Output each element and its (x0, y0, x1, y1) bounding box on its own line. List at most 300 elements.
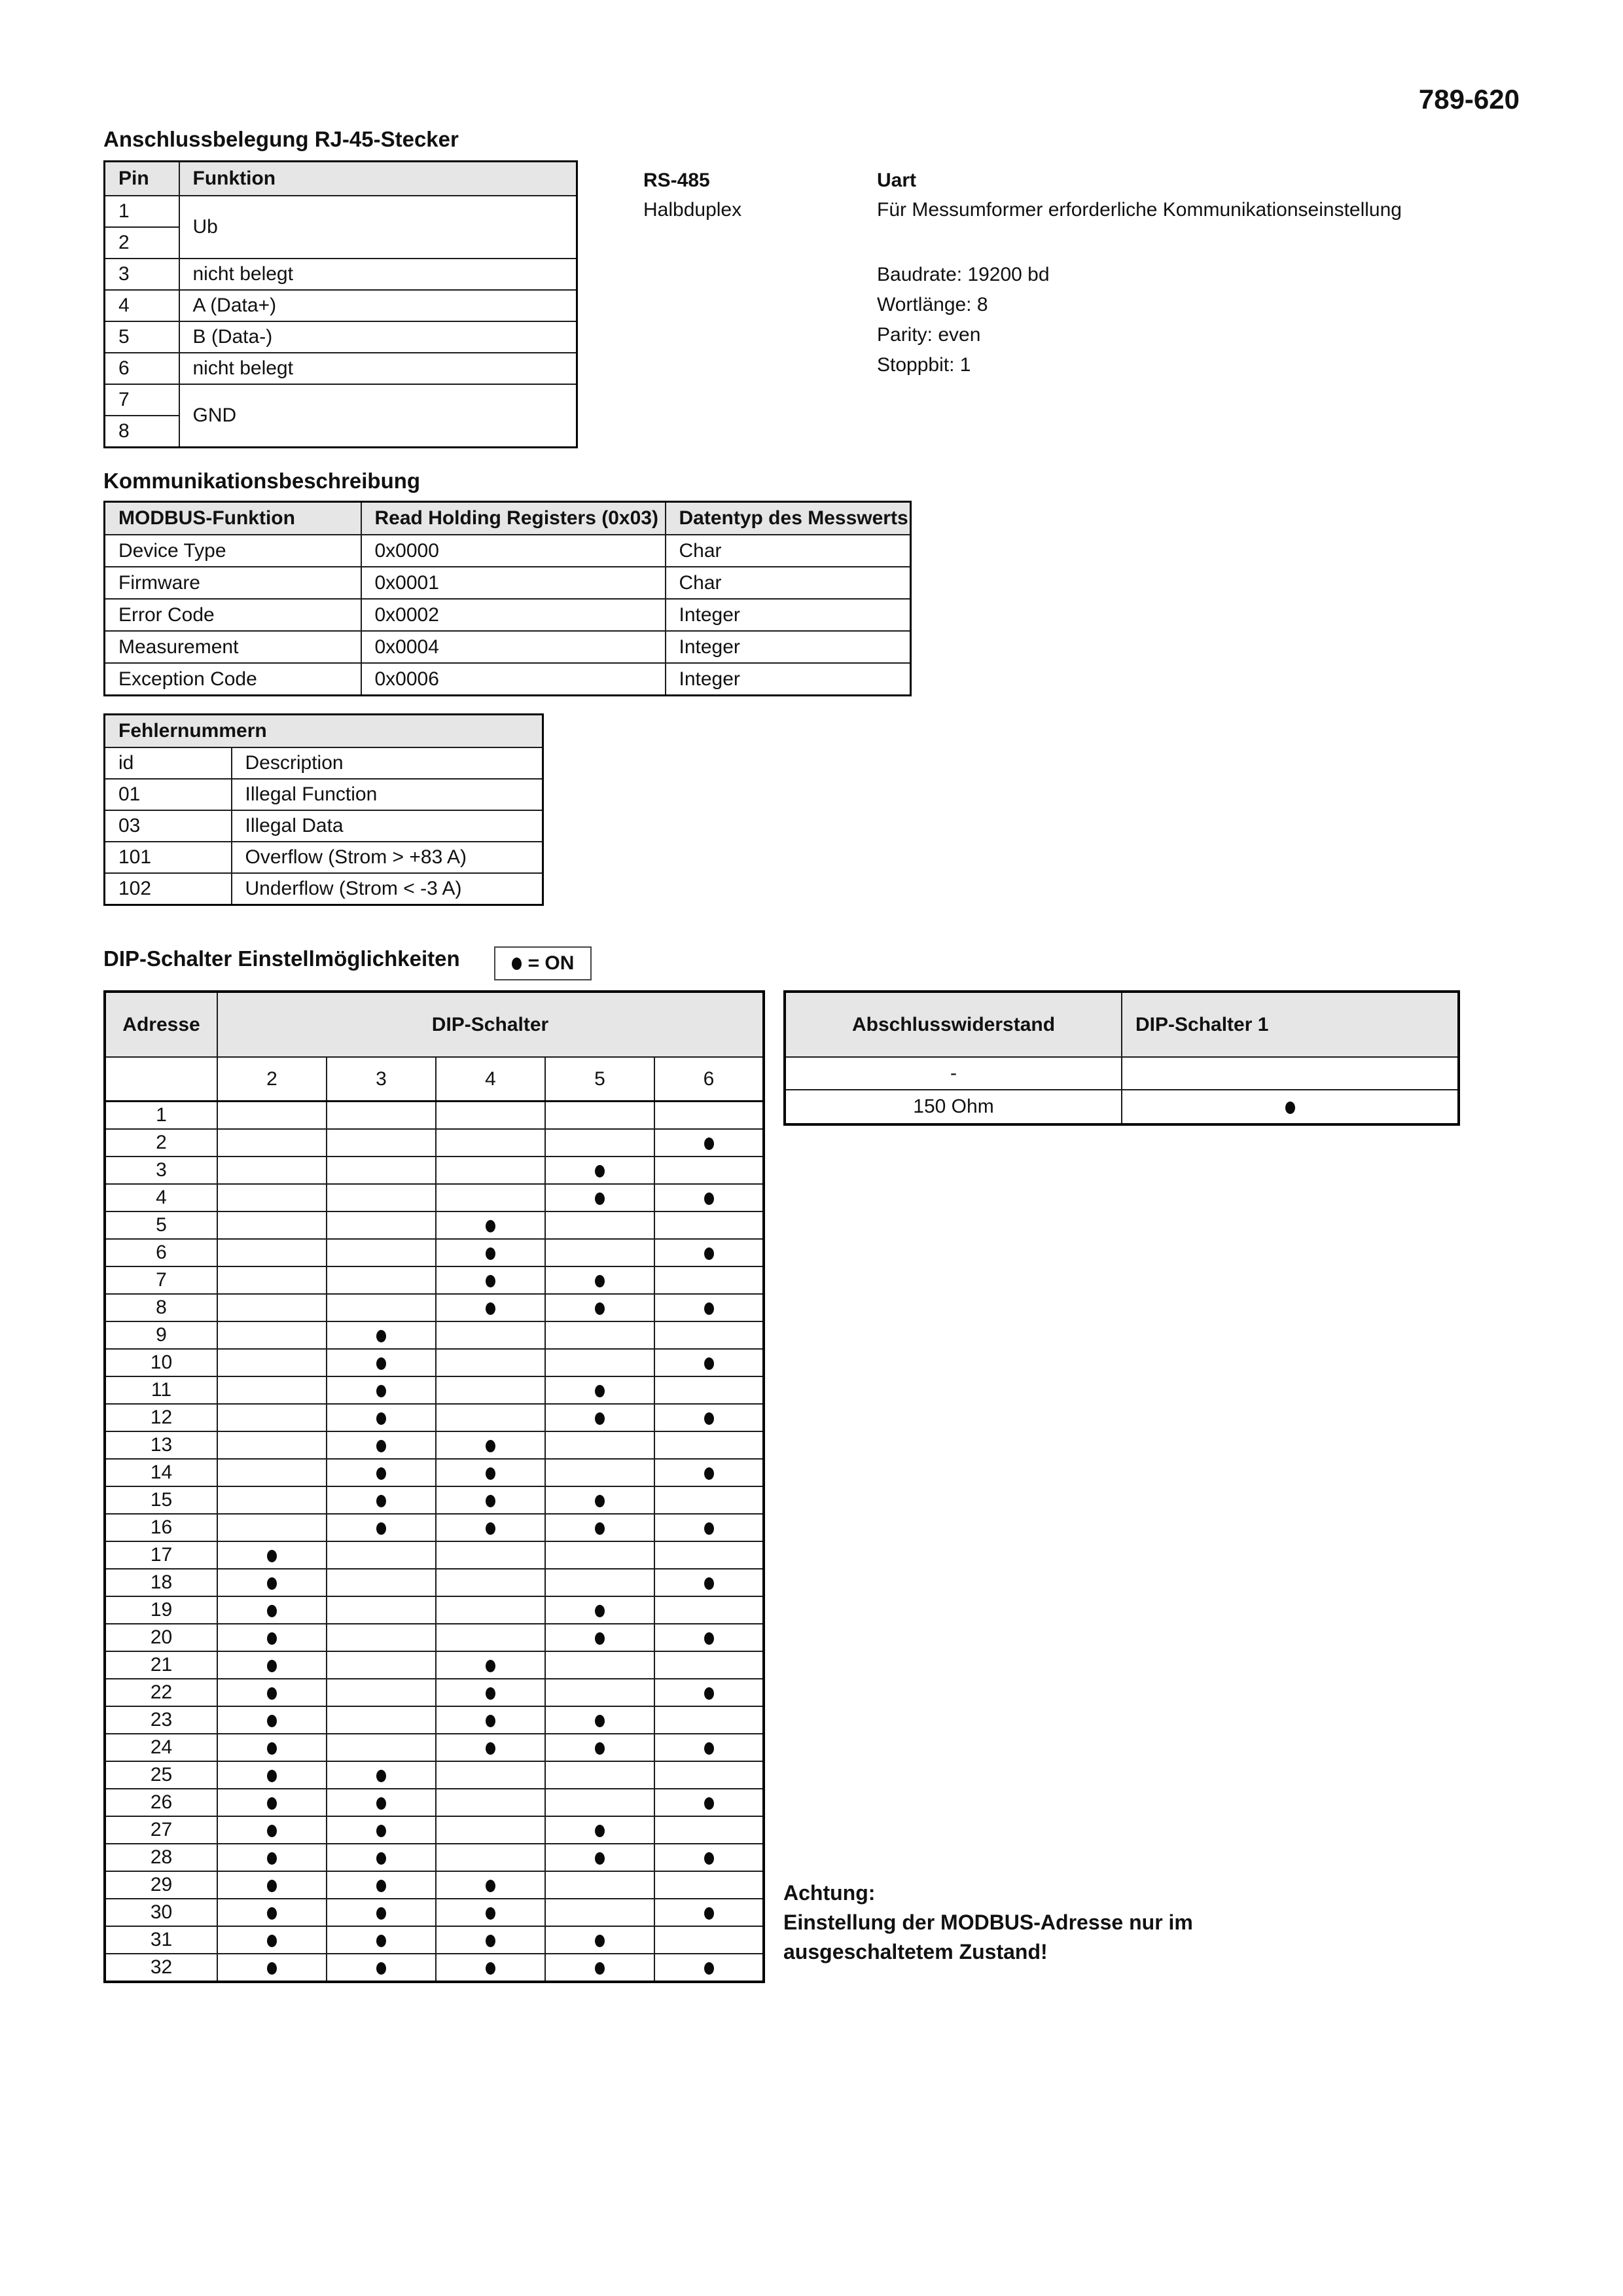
dip-on-dot-icon (267, 1550, 277, 1562)
switch-state-cell (654, 1734, 764, 1761)
switch-state-cell (545, 1211, 654, 1239)
switch-state-cell (217, 1926, 327, 1954)
adresse-cell: 27 (105, 1816, 217, 1844)
dip-on-dot-icon (595, 1495, 605, 1507)
dip-on-dot-icon (595, 1193, 605, 1205)
adresse-cell: 18 (105, 1569, 217, 1596)
switch-state-cell (217, 1734, 327, 1761)
switch-state-cell (545, 1486, 654, 1514)
dip-on-legend (494, 946, 592, 980)
switch-state-cell (545, 1459, 654, 1486)
dip-on-dot-icon (595, 1165, 605, 1177)
switch-state-cell (654, 1651, 764, 1679)
switch-state-cell (654, 1541, 764, 1569)
switch-state-cell (217, 1157, 327, 1184)
switch-state-cell (327, 1211, 436, 1239)
switch-state-cell (436, 1239, 545, 1266)
dip-on-dot-icon (267, 1660, 277, 1672)
rj45-header-row (105, 162, 577, 196)
switch-state-cell (654, 1349, 764, 1376)
dip-on-dot-icon (595, 1275, 605, 1287)
komm-data-row (105, 535, 911, 567)
rj45-pin-row (105, 196, 577, 227)
attention-line: Einstellung der MODBUS-Adresse nur im (783, 1910, 1193, 1934)
switch-state-cell (327, 1871, 436, 1899)
switch-state-cell (545, 1899, 654, 1926)
error-numbers-table (103, 713, 544, 906)
switch-state-cell (327, 1459, 436, 1486)
switch-state-cell (545, 1569, 654, 1596)
switch-state-cell (327, 1651, 436, 1679)
rs485-block (643, 169, 741, 222)
switch-number-cell: 2 (217, 1057, 327, 1102)
switch-state-cell (327, 1926, 436, 1954)
switch-state-cell (217, 1871, 327, 1899)
adresse-cell: 7 (105, 1266, 217, 1294)
dip-on-dot-icon (595, 1935, 605, 1947)
uart-setting-line: Parity: even (877, 324, 981, 346)
switch-state-cell (436, 1266, 545, 1294)
dip-address-row (105, 1239, 764, 1266)
dip-on-dot-icon (486, 1880, 495, 1892)
attention-line: Achtung: (783, 1881, 876, 1905)
switch-state-cell (654, 1239, 764, 1266)
komm-data-cell: 0x0004 (361, 631, 666, 663)
switch-state-cell (654, 1761, 764, 1789)
fehler-data-cell: Illegal Function (232, 779, 543, 810)
fehler-data-row (105, 842, 543, 873)
dip-on-dot-icon (486, 1935, 495, 1947)
dip-on-dot-icon (376, 1880, 386, 1892)
dip-on-dot-icon (704, 1247, 714, 1260)
switch-state-cell (327, 1569, 436, 1596)
switch-state-cell (217, 1679, 327, 1706)
switch-state-cell (327, 1954, 436, 1982)
switch-state-cell (327, 1734, 436, 1761)
dip-on-dot-icon (376, 1797, 386, 1810)
dip-address-row (105, 1569, 764, 1596)
switch-state-cell (654, 1157, 764, 1184)
switch-state-cell (327, 1899, 436, 1926)
switch-state-cell (436, 1569, 545, 1596)
dip-address-row (105, 1211, 764, 1239)
dip-on-dot-icon (267, 1742, 277, 1755)
dip-on-dot-icon (267, 1577, 277, 1590)
komm-data-row (105, 663, 911, 696)
switch-state-cell (436, 1376, 545, 1404)
komm-data-cell: 0x0000 (361, 535, 666, 567)
dip-on-dot-icon (595, 1825, 605, 1837)
dip-address-row (105, 1624, 764, 1651)
dip-on-dot-icon (486, 1742, 495, 1755)
dip-address-row (105, 1651, 764, 1679)
switch-state-cell (436, 1321, 545, 1349)
dip-on-dot-icon (704, 1522, 714, 1535)
switch-state-cell (654, 1211, 764, 1239)
switch-state-cell (436, 1926, 545, 1954)
dip-address-row (105, 1954, 764, 1982)
rj45-pin-row (105, 321, 577, 353)
page-number: 789-620 (1418, 84, 1520, 115)
switch-state-cell (654, 1404, 764, 1431)
dip-address-row (105, 1541, 764, 1569)
fehler-title-cell: Fehlernummern (105, 715, 543, 748)
dip-address-row (105, 1871, 764, 1899)
switch-state-cell (327, 1541, 436, 1569)
dip-on-dot-icon (704, 1577, 714, 1590)
komm-data-cell: 0x0002 (361, 599, 666, 631)
uart-setting-line: Wortlänge: 8 (877, 294, 988, 315)
switch-state-cell (436, 1734, 545, 1761)
switch-state-cell (654, 1816, 764, 1844)
adresse-cell: 14 (105, 1459, 217, 1486)
switch-state-cell (654, 1459, 764, 1486)
uart-settings (877, 263, 1402, 384)
switch-state-cell (545, 1157, 654, 1184)
dip-on-dot-icon (704, 1357, 714, 1370)
dip-on-dot-icon (595, 1962, 605, 1975)
switch-state-cell (545, 1734, 654, 1761)
adresse-cell: 25 (105, 1761, 217, 1789)
dip-on-dot-icon (704, 1193, 714, 1205)
switch-number-cell: 5 (545, 1057, 654, 1102)
dip-on-dot-icon (267, 1935, 277, 1947)
switch-state-cell (654, 1102, 764, 1130)
adresse-cell: 2 (105, 1129, 217, 1157)
komm-header-cell: Datentyp des Messwerts (666, 502, 911, 535)
switch-state-cell (217, 1541, 327, 1569)
switch-state-cell (545, 1954, 654, 1982)
switch-state-cell (436, 1596, 545, 1624)
dip-on-dot-icon (267, 1852, 277, 1865)
fehler-data-cell: Overflow (Strom > +83 A) (232, 842, 543, 873)
switch-state-cell (436, 1954, 545, 1982)
switch-state-cell (217, 1651, 327, 1679)
dip-on-dot-icon (376, 1907, 386, 1920)
komm-data-cell: 0x0001 (361, 567, 666, 599)
adresse-cell: 24 (105, 1734, 217, 1761)
switch-number-cell: 3 (327, 1057, 436, 1102)
adresse-cell: 21 (105, 1651, 217, 1679)
switch-state-cell (217, 1129, 327, 1157)
dip-on-dot-icon (486, 1687, 495, 1700)
adresse-cell: 16 (105, 1514, 217, 1541)
switch-state-cell (545, 1926, 654, 1954)
adresse-cell: 5 (105, 1211, 217, 1239)
switch-state-cell (217, 1816, 327, 1844)
komm-data-cell: Device Type (105, 535, 361, 567)
dip-address-row (105, 1679, 764, 1706)
switch-state-cell (327, 1706, 436, 1734)
funktion-cell: B (Data-) (179, 321, 577, 353)
adresse-cell: 28 (105, 1844, 217, 1871)
switch-state-cell (436, 1514, 545, 1541)
fehler-header-row (105, 747, 543, 779)
switch-state-cell (545, 1541, 654, 1569)
switch-state-cell (217, 1349, 327, 1376)
uart-title: Uart (877, 170, 917, 191)
komm-data-cell: Char (666, 567, 911, 599)
switch-state-cell (654, 1294, 764, 1321)
adresse-cell: 17 (105, 1541, 217, 1569)
komm-data-cell: 0x0006 (361, 663, 666, 696)
switch-state-cell (545, 1844, 654, 1871)
adresse-cell: 10 (105, 1349, 217, 1376)
switch-state-cell (545, 1431, 654, 1459)
komm-data-cell: Error Code (105, 599, 361, 631)
switch-state-cell (327, 1129, 436, 1157)
resistor-value-cell: 150 Ohm (785, 1090, 1122, 1124)
uart-setting-line: Baudrate: 19200 bd (877, 264, 1050, 285)
komm-header-row (105, 502, 911, 535)
switch-state-cell (217, 1624, 327, 1651)
dip-address-table (103, 990, 765, 1983)
komm-data-cell: Char (666, 535, 911, 567)
komm-data-row (105, 567, 911, 599)
switch-state-cell (654, 1899, 764, 1926)
uart-block (877, 169, 1402, 384)
dip-on-dot-icon (376, 1330, 386, 1342)
switch-state-cell (654, 1376, 764, 1404)
dip-on-dot-icon (595, 1715, 605, 1727)
switch-state-cell (436, 1761, 545, 1789)
dip-on-dot-icon (376, 1412, 386, 1425)
rj45-pin-row (105, 353, 577, 384)
dip-on-dot-icon (486, 1440, 495, 1452)
switch-state-cell (436, 1651, 545, 1679)
switch-state-cell (545, 1404, 654, 1431)
switch-state-cell (327, 1816, 436, 1844)
dip-on-dot-icon (486, 1715, 495, 1727)
switch-state-cell (545, 1514, 654, 1541)
dip-on-dot-icon (704, 1138, 714, 1150)
dip-address-row (105, 1404, 764, 1431)
switch-state-cell (654, 1569, 764, 1596)
dip-on-dot-icon (267, 1687, 277, 1700)
switch-state-cell (327, 1321, 436, 1349)
dip-on-dot-icon (267, 1880, 277, 1892)
switch-state-cell (654, 1184, 764, 1211)
funktion-cell: nicht belegt (179, 259, 577, 290)
dip-on-dot-icon (704, 1962, 714, 1975)
termination-data-row (785, 1057, 1459, 1090)
dip-subheader-row (105, 1057, 764, 1102)
funktion-cell: A (Data+) (179, 290, 577, 321)
switch-state-cell (1122, 1090, 1459, 1124)
dip-on-dot-icon (595, 1522, 605, 1535)
dip-address-row (105, 1266, 764, 1294)
switch-state-cell (436, 1184, 545, 1211)
switch-state-cell (436, 1624, 545, 1651)
dip-address-row (105, 1459, 764, 1486)
dip-on-dot-icon (704, 1632, 714, 1645)
dip-on-dot-icon (595, 1302, 605, 1315)
dip-on-dot-icon (376, 1467, 386, 1480)
dip-address-row (105, 1129, 764, 1157)
dip-on-dot-icon (595, 1412, 605, 1425)
dip-address-row (105, 1294, 764, 1321)
switch-state-cell (217, 1789, 327, 1816)
switch-state-cell (327, 1266, 436, 1294)
dip-on-dot-icon (595, 1632, 605, 1645)
switch-state-cell (217, 1486, 327, 1514)
switch-state-cell (654, 1129, 764, 1157)
switch-state-cell (436, 1871, 545, 1899)
komm-data-cell: Integer (666, 631, 911, 663)
dip-on-dot-icon (704, 1687, 714, 1700)
switch-state-cell (436, 1102, 545, 1130)
dip-on-dot-icon (486, 1467, 495, 1480)
switch-state-cell (436, 1486, 545, 1514)
modbus-communication-table (103, 501, 912, 696)
switch-number-cell: 6 (654, 1057, 764, 1102)
adresse-cell: 6 (105, 1239, 217, 1266)
fehler-title-row (105, 715, 543, 748)
switch-state-cell (545, 1761, 654, 1789)
funktion-cell: Ub (179, 196, 577, 259)
dip-on-dot-icon (267, 1962, 277, 1975)
adresse-cell: 4 (105, 1184, 217, 1211)
switch-state-cell (327, 1184, 436, 1211)
switch-state-cell (545, 1129, 654, 1157)
fehler-data-cell: 03 (105, 810, 232, 842)
dip-on-dot-icon (704, 1852, 714, 1865)
dip-on-dot-icon (376, 1962, 386, 1975)
adresse-cell: 26 (105, 1789, 217, 1816)
resistor-value-cell: - (785, 1057, 1122, 1090)
switch-state-cell (217, 1706, 327, 1734)
dip-schalter-header-cell: DIP-Schalter (217, 992, 764, 1057)
uart-setting-line: Stoppbit: 1 (877, 354, 971, 376)
pin-cell: 4 (105, 290, 179, 321)
abschlusswiderstand-header-cell: Abschlusswiderstand (785, 992, 1122, 1057)
switch-state-cell (545, 1349, 654, 1376)
adresse-cell: 8 (105, 1294, 217, 1321)
dip-on-dot-icon (704, 1907, 714, 1920)
dip-header-row (105, 992, 764, 1057)
switch-state-cell (545, 1871, 654, 1899)
fehler-data-row (105, 779, 543, 810)
rj45-pin-row (105, 384, 577, 416)
adresse-cell: 11 (105, 1376, 217, 1404)
switch-state-cell (654, 1871, 764, 1899)
switch-state-cell (545, 1651, 654, 1679)
dip-address-row (105, 1321, 764, 1349)
switch-state-cell (217, 1596, 327, 1624)
dip-address-row (105, 1761, 764, 1789)
fehler-data-cell: 101 (105, 842, 232, 873)
adresse-cell: 29 (105, 1871, 217, 1899)
dip-on-dot-icon (267, 1797, 277, 1810)
switch-state-cell (545, 1239, 654, 1266)
dip-on-dot-icon (376, 1385, 386, 1397)
switch-state-cell (545, 1294, 654, 1321)
rs485-title: RS-485 (643, 170, 710, 191)
switch-state-cell (654, 1624, 764, 1651)
switch-state-cell (217, 1184, 327, 1211)
switch-state-cell (545, 1184, 654, 1211)
adresse-cell: 30 (105, 1899, 217, 1926)
dip-on-dot-icon (486, 1247, 495, 1260)
switch-state-cell (545, 1102, 654, 1130)
switch-state-cell (545, 1816, 654, 1844)
section-title-dip: DIP-Schalter Einstellmöglichkeiten (103, 946, 460, 971)
switch-state-cell (545, 1679, 654, 1706)
switch-state-cell (436, 1844, 545, 1871)
dip-on-dot-icon (486, 1495, 495, 1507)
switch-state-cell (327, 1486, 436, 1514)
dip-on-dot-icon (486, 1660, 495, 1672)
dip-address-row (105, 1899, 764, 1926)
switch-state-cell (436, 1211, 545, 1239)
dip-on-dot-icon (376, 1495, 386, 1507)
switch-state-cell (654, 1679, 764, 1706)
dip-on-dot-icon (267, 1907, 277, 1920)
dip-on-dot-icon (376, 1852, 386, 1865)
switch-state-cell (327, 1844, 436, 1871)
rj45-pin-table (103, 160, 578, 448)
komm-data-cell: Measurement (105, 631, 361, 663)
legend-label: = ON (527, 952, 575, 974)
adresse-cell: 13 (105, 1431, 217, 1459)
switch-state-cell (217, 1321, 327, 1349)
komm-data-row (105, 631, 911, 663)
switch-state-cell (327, 1349, 436, 1376)
switch-number-cell: 4 (436, 1057, 545, 1102)
switch-state-cell (545, 1706, 654, 1734)
dip-address-row (105, 1102, 764, 1130)
dip-address-row (105, 1514, 764, 1541)
switch-state-cell (217, 1514, 327, 1541)
adresse-cell: 1 (105, 1102, 217, 1130)
switch-state-cell (654, 1954, 764, 1982)
dip-on-dot-icon (486, 1962, 495, 1975)
switch-state-cell (217, 1239, 327, 1266)
adresse-cell: 32 (105, 1954, 217, 1982)
termination-header-row (785, 992, 1459, 1057)
dip-address-row (105, 1486, 764, 1514)
rs485-mode: Halbduplex (643, 199, 742, 221)
dip-schalter-1-header-cell: DIP-Schalter 1 (1122, 992, 1459, 1057)
adresse-subheader-empty-cell (105, 1057, 217, 1102)
adresse-cell: 31 (105, 1926, 217, 1954)
pin-cell: 1 (105, 196, 179, 227)
komm-data-cell: Exception Code (105, 663, 361, 696)
termination-data-row (785, 1090, 1459, 1124)
fehler-header-cell: id (105, 747, 232, 779)
adresse-cell: 15 (105, 1486, 217, 1514)
switch-state-cell (327, 1294, 436, 1321)
rj45-header-cell: Funktion (179, 162, 577, 196)
switch-state-cell (327, 1789, 436, 1816)
fehler-data-cell: 01 (105, 779, 232, 810)
dip-address-row (105, 1816, 764, 1844)
switch-state-cell (436, 1679, 545, 1706)
switch-state-cell (327, 1514, 436, 1541)
komm-data-cell: Firmware (105, 567, 361, 599)
adresse-cell: 19 (105, 1596, 217, 1624)
switch-state-cell (327, 1761, 436, 1789)
switch-state-cell (654, 1486, 764, 1514)
dip-on-dot-icon (376, 1440, 386, 1452)
switch-state-cell (654, 1431, 764, 1459)
dip-on-dot-icon (376, 1357, 386, 1370)
switch-state-cell (654, 1926, 764, 1954)
dip-on-dot-icon (376, 1522, 386, 1535)
dip-on-dot-icon (267, 1715, 277, 1727)
termination-resistor-table (783, 990, 1460, 1126)
switch-state-cell (327, 1679, 436, 1706)
